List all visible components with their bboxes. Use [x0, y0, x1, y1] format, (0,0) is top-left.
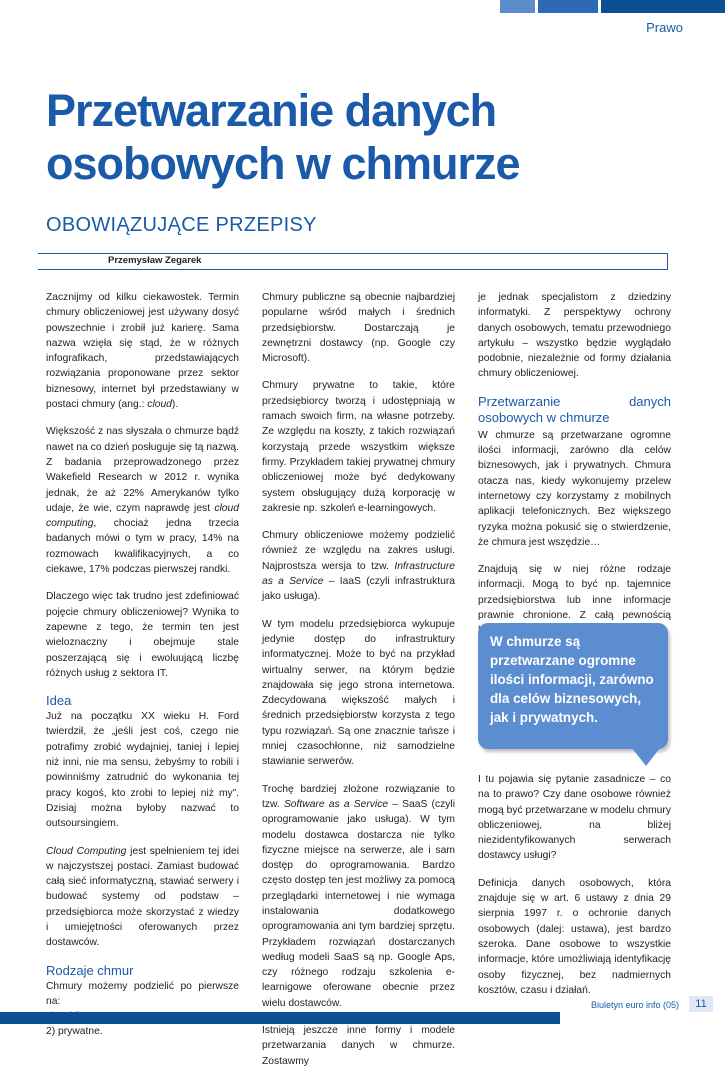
paragraph: Dlaczego więc tak trudno jest zdefiniować pojęcie chmury obliczeniowej? Wynika to zapewne z tego, że termin ten jest wieloznaczny i obejmuje stale poszerzającą się i ewoluującą liczbę różnych usług z sektora IT. [46, 591, 239, 679]
callout-tail [632, 748, 660, 766]
list-item: 2) prywatne. [46, 1026, 103, 1038]
paragraph: Większość z nas słyszała o chmurze bądź nawet na co dzień posługuje się tą nazwą. Z badania przeprowadzonego przez Wakefield Research w 2012 r. wynika jednak, że aż 22% Amerykanów tylko udaje, że wie, czym naprawdę jest cloud computing, chociaż jedna trzecia badanych mówi o tym w pracy, 14% na rozmowach kwalifikacyjnych, a co ciekawe, 17% podczas pierwszej randki. [46, 426, 239, 576]
pull-quote-text: W chmurze są przetwarzane ogromne ilości informacji, zarówno dla celów biznesowych, jak i prywatnych. [490, 634, 654, 725]
paragraph: Chmury obliczeniowe możemy podzielić również ze względu na zakres usługi. Najprostsza wersja to tzw. Infrastructure as a Service – IaaS (czyli infrastruktura jako usługa). [262, 530, 455, 603]
top-bar-segment-mid [538, 0, 598, 13]
paragraph: Chmury prywatne to takie, które przedsiębiorcy tworzą i udostępniają w ramach swoich firm, na własne potrzeby. Ze względu na koszty, z takich rozwiązań korzystają przede wszystkim większe firmy. Przykładem takiej prywatnej chmury obliczeniowej może być dedykowany system obsługujący dużą korporację w zakresie np. szkoleń e-learningowych. [262, 380, 455, 514]
paragraph: Istnieją jeszcze inne formy i modele przetwarzania danych w chmurze. Zostawmy [262, 1025, 455, 1067]
footer-publication: Biuletyn euro info (05) [590, 1000, 679, 1010]
author-box [38, 253, 668, 270]
top-bar-segment-dark [601, 0, 725, 13]
top-color-bar [500, 0, 725, 13]
column-1 [46, 290, 239, 1040]
page-number: 11 [689, 996, 713, 1012]
section-label: Prawo [646, 20, 683, 35]
top-bar-segment-light [500, 0, 535, 13]
article-title: Przetwarzanie danych osobowych w chmurze [46, 85, 520, 189]
paragraph: je jednak specjalistom z dziedziny informatyki. Z perspektywy ochrony danych osobowych, tematu przewodniego artykułu – wszystko będzie wyglądało podobnie, niezależnie od formy działania chmury obliczeniowej. [478, 292, 671, 380]
paragraph: Chmury możemy podzielić po pierwsze na: [46, 980, 239, 1007]
paragraph: Trochę bardziej złożone rozwiązanie to tzw. Software as a Service – SaaS (czyli oprogramowanie jako usługa). W tym modelu dostawca dostarcza nie tylko fizyczne miejsce na serwerze, ale i sam dostęp do oprogramowania. Bardzo często dostęp ten jest możliwy za pomocą przeglądarki internetowej i nie wymaga instalowania dodatkowego oprogramowania ani tym bardziej sprzętu. Przykładem rozwiązań dostarczanych według modeli SaaS są np. Google Aps, czy różnego rodzaju szkolenia e-learnigowe oferowane obecnie przez wielu dostawców. [262, 783, 456, 1009]
paragraph: I tu pojawia się pytanie zasadnicze – co na to prawo? Czy dane osobowe również mogą być przetwarzane w modelu chmury obliczeniowej, na bliżej niezidentyfikowanych serwerach dostawcy usługi? [478, 774, 671, 862]
column-2 [262, 290, 455, 1081]
pull-quote-callout [478, 623, 668, 749]
paragraph: Cloud Computing jest spełnieniem tej idei w najczystszej postaci. Zamiast budować całą sieć informatyczną, stawiać serwery i budować systemy od podstaw – przedsiębiorca może skorzystać z wiedzy i umiejętności oferowanych przez dostawców. [46, 845, 239, 949]
paragraph: Definicja danych osobowych, która znajduje się w art. 6 ustawy z dnia 29 sierpnia 1997 r. o ochronie danych osobowych (dalej: ustawa), jest bardzo szeroka. Dane osobowe to wszystkie informacje, które umożliwiają identyfikację osoby fizycznej, bez nadmiernych kosztów, czasu i działań. [478, 877, 671, 996]
article-subtitle: OBOWIĄZUJĄCE PRZEPISY [46, 214, 317, 236]
footer-color-bar [0, 1012, 560, 1024]
paragraph: W tym modelu przedsiębiorca wykupuje jedynie dostęp do infrastruktury informatycznej. Może to być na przykład wirtualny serwer, na którym będzie znajdowała się jego strona internetowa. Zdecydowana większość małych i średnich przedsiębiorstw korzysta z tego typu rozwiązań. Są one znacznie tańsze i mniej czasochłonne, niż samodzielne stawianie serwerów. [262, 618, 455, 768]
column-3-lower [478, 772, 671, 1010]
column-3 [478, 290, 671, 651]
paragraph: Znajdują się w niej różne rodzaje informacji. Mogą to być np. tajemnice przedsiębiorstwa lub inne informacje prawnie chronione. Z całą pewnością [478, 564, 671, 622]
heading-rodzaje-chmur: Rodzaje chmur [46, 962, 134, 978]
paragraph: Już na początku XX wieku H. Ford twierdził, że „jeśli jest coś, czego nie potrafimy zrobić wydajniej, taniej i lepiej niż inni, nie ma sensu, żebyśmy to robili i powinniśmy zatrudnić do wykonania tej pracy kogoś, kto zrobi to lepiej niż my”. Dzisiaj można byłoby nazwać to outsoursingiem. [46, 711, 239, 830]
heading-przetwarzanie: Przetwarzanie danych osobowych w chmurze [478, 393, 671, 425]
heading-idea: Idea [46, 693, 72, 709]
paragraph: Zacznijmy od kilku ciekawostek. Termin chmury obliczeniowej jest używany dosyć powszechnie i zrobił już karierę. Sama nazwa wzięła się stąd, że w różnych infografikach, przedstawiających rozwiązania proponowane przez sektor biznesowy, internet był przedstawiany w postaci chmury (ang.: cloud). [46, 292, 239, 411]
paragraph: Chmury publiczne są obecnie najbardziej popularne wśród małych i średnich przedsiębiorstw. Dostarczają je zewnętrzni dostawcy (np. Google czy Microsoft). [262, 292, 455, 365]
paragraph: W chmurze są przetwarzane ogromne ilości informacji, zarówno dla celów biznesowych, jak i prywatnych. Chmura otacza nas, kiedy wykonujemy przelew internetowy czy korzystamy z mobilnych aplikacji telefonicznych. Bez większego ryzyka można pokusić się o stwierdzenie, że chmura jest wszędzie… [478, 429, 671, 548]
author-name: Przemysław Zegarek [108, 255, 202, 266]
